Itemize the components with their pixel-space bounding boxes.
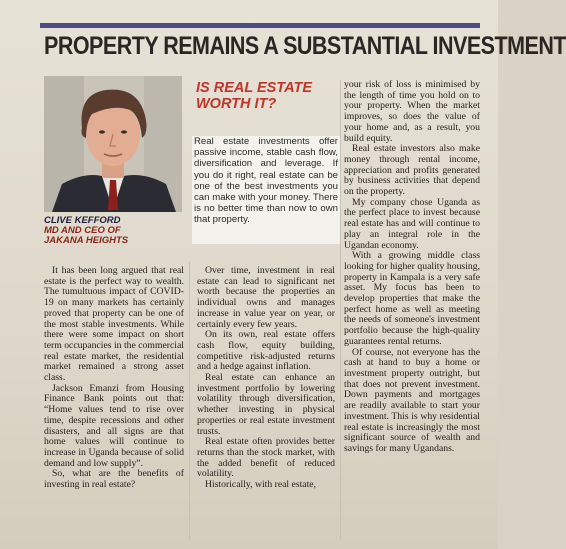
- article-column-1: [44, 266, 184, 491]
- author-photo: [44, 76, 182, 212]
- article-column-2: [197, 266, 335, 491]
- paragraph: your risk of loss is minimised by the length of time you hold on to your property. When the market improves, so does the value of your home and, as a result, you build equity.: [344, 79, 480, 144]
- paragraph: Historically, with real estate,: [205, 479, 317, 491]
- section-title: [196, 80, 336, 112]
- paragraph: So, what are the benefits of investing in real estate?: [44, 468, 184, 491]
- column-divider: [189, 262, 190, 540]
- intro-text: Real estate investments offer passive income, stable cash flow, diversification and leverage. If you do it right, real estate can be one of the best investments you can make with your money. There is no better time than now to own that property.: [194, 136, 338, 226]
- header-rule: [40, 23, 480, 28]
- caption-name: CLIVE KEFFORD: [44, 215, 121, 226]
- section-title-line2: WORTH IT?: [196, 96, 277, 112]
- caption-role-line2: JAKANA HEIGHTS: [44, 235, 129, 246]
- photo-caption: [44, 216, 184, 246]
- paragraph: It has been long argued that real estate is the perfect way to wealth. The tumultuous impact of COVID-19 on many markets has certainly proved that property can be one of the most stable investments. While there were some impact on short term occupancies in the commercial real estate market, the residential market remained a strong asset class.: [44, 265, 184, 384]
- paragraph: Of course, not everyone has the cash at hand to buy a home or investment property outright, but that does not prevent investment. Down payments and mortgages are readily available to start your investment. This is why residential real estate is increasingly the most significant source of wealth and savings for many Ugandans.: [344, 346, 480, 454]
- caption-role-line1: MD AND CEO OF: [44, 225, 121, 236]
- paragraph: Jackson Emanzi from Housing Finance Bank points out that: “Home values tend to rise over time, despite recessions and other disasters, and all signs are that home values will continue to increase in Uganda because of solid demand and low supply”.: [44, 382, 184, 469]
- article-column-3: [344, 80, 480, 455]
- paragraph: Real estate investors also make money through rental income, appreciation and profits generated by business activities that depend on the property.: [344, 143, 480, 198]
- paragraph: My company chose Uganda as the perfect place to invest because real estate has and will continue to play an integral role in the Ugandan economy.: [344, 196, 480, 251]
- paragraph: Real estate can enhance an investment portfolio by lowering volatility through diversification, whether investing in physical properties or real estate investment trusts.: [197, 372, 335, 437]
- paragraph: With a growing middle class looking for higher quality housing, property in Kampala is a very safe asset. My focus has been to develop properties that make the perfect home as well as meeting the needs of someone's investment portfolio because the high-quality guarantees rental returns.: [344, 250, 480, 347]
- paragraph: Real estate often provides better returns than the stock market, with the added benefit of reduced volatility.: [197, 436, 335, 480]
- section-title-line1: IS REAL ESTATE: [196, 80, 313, 96]
- page-headline: PROPERTY REMAINS A SUBSTANTIAL INVESTMENT: [44, 32, 566, 60]
- paragraph: On its own, real estate offers cash flow, equity building, competitive risk-adjusted returns and a hedge against inflation.: [197, 329, 335, 373]
- intro-box: [192, 136, 340, 244]
- paragraph: Over time, investment in real estate can lead to significant net worth because the properties an individual owns and manages increase in value year on year, or certainly every few years.: [197, 265, 335, 330]
- column-divider: [340, 80, 341, 540]
